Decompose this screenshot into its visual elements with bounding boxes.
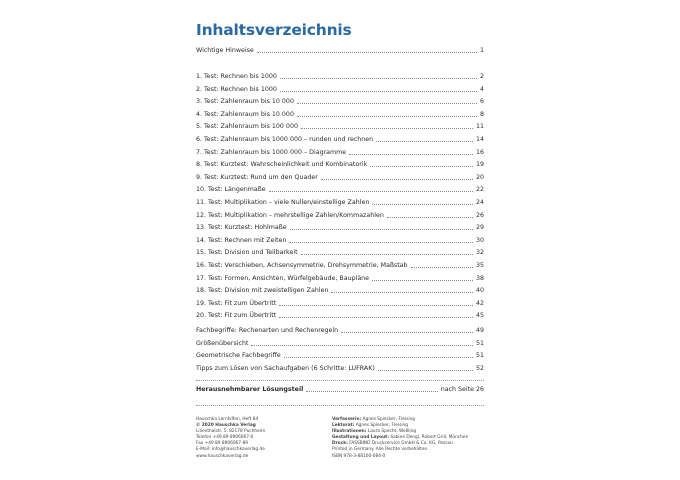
toc-entry-page: 45	[475, 312, 484, 320]
toc-leader	[301, 248, 473, 255]
toc-entry	[196, 148, 484, 158]
toc-entry	[196, 223, 484, 233]
toc-entry-page: 22	[475, 186, 484, 194]
imprint-value: FASSBIND Druckservice GmbH & Co. KG, Passau	[349, 441, 453, 447]
toc-leader	[279, 311, 473, 318]
imprint-line: Hauschka Lernhilfen, Heft 84	[196, 417, 259, 422]
toc-entry-page: 26	[475, 211, 484, 219]
toc-entry	[196, 236, 484, 246]
toc-leader	[279, 299, 473, 306]
imprint-line: E-Mail: info@hauschkaverlag.de	[196, 447, 265, 453]
toc-leader	[257, 46, 477, 53]
toc-entry	[196, 135, 484, 145]
toc-entry-label: 2. Test: Rechnen bis 1000	[196, 85, 277, 93]
imprint-line: Telefon +49 89 8906067-0	[196, 435, 254, 441]
imprint-value: Agnes Spiecker, Freising	[355, 423, 409, 429]
toc-entry	[196, 326, 484, 336]
imprint-value: ISBN 978-3-88100-084-0	[332, 453, 386, 459]
imprint-key: Gestaltung und Layout:	[332, 435, 389, 441]
toc-entry-label: 9. Test: Kurztest: Rund um den Quader	[196, 173, 318, 181]
toc-leader	[301, 122, 473, 129]
toc-entry	[196, 110, 484, 120]
divider	[196, 380, 484, 381]
toc-entry-page: 8	[479, 110, 484, 118]
toc-entry-label: 16. Test: Verschieben, Achsensymmetrie, Drehsymmetrie, Maßstab	[196, 262, 408, 269]
toc-entry	[196, 351, 484, 361]
toc-entry-label: 15. Test: Division und Teilbarkeit	[196, 249, 298, 257]
toc-entry	[196, 185, 484, 195]
toc-entry-label: 20. Test: Fit zum Übertritt	[196, 312, 277, 320]
toc-entry	[196, 72, 484, 82]
toc-entry-label: 3. Test: Zahlenraum bis 10 000	[196, 98, 294, 106]
toc-entry-intro	[196, 46, 484, 56]
toc-entry-page: 1	[479, 47, 484, 54]
imprint-value: Laura Specht, Weßling	[367, 429, 417, 435]
toc-entry-page: 42	[475, 299, 484, 307]
toc-entry	[196, 364, 484, 374]
toc-entry-label: Tipps zum Lösen von Sachaufgaben (6 Schritte: LUFRAK)	[196, 364, 375, 372]
toc-entry	[196, 85, 484, 95]
toc-leader	[297, 97, 477, 104]
toc-entry	[196, 286, 484, 296]
toc-entry-page: 49	[475, 327, 484, 334]
toc-entry-label: 4. Test: Zahlenraum bis 10 000	[196, 110, 294, 118]
toc-entry	[196, 311, 484, 321]
toc-leader	[372, 198, 473, 205]
toc-entry-label: 19. Test: Fit zum Übertritt	[196, 299, 277, 307]
toc-page	[196, 0, 484, 480]
divider	[196, 405, 484, 406]
toc-entry-label: 12. Test: Multiplikation – mehrstellige Zahlen/Kommazahlen	[196, 211, 384, 219]
imprint-key: Lektorat:	[332, 423, 355, 429]
toc-leader	[280, 85, 477, 92]
toc-entry-label: 5. Test: Zahlenraum bis 100 000	[196, 123, 298, 131]
toc-entry-page: 19	[475, 161, 484, 169]
toc-leader	[290, 223, 473, 230]
toc-entry-page: 2	[479, 73, 484, 80]
toc-entry-page: 32	[475, 249, 484, 257]
toc-leader	[411, 261, 473, 268]
imprint-key: Druck:	[332, 441, 348, 447]
toc-entry-label: 1. Test: Rechnen bis 1000	[196, 73, 277, 80]
toc-leader	[331, 286, 473, 293]
toc-entry-label: 17. Test: Formen, Ansichten, Würfelgebäude, Baupläne	[196, 274, 370, 282]
toc-entry-label: Fachbegriffe: Rechenarten und Rechenregeln	[196, 327, 339, 334]
toc-entry	[196, 173, 484, 183]
toc-entry-label: Wichtige Hinweise	[196, 47, 254, 54]
toc-entry-page: 51	[475, 339, 484, 347]
toc-entry	[196, 299, 484, 309]
imprint-line: Lilienthalstr. 5, 82178 Puchheim	[196, 429, 266, 435]
toc-entry	[196, 339, 484, 349]
toc-entry	[196, 274, 484, 284]
imprint-key: Illustrationen:	[332, 429, 367, 435]
toc-entry-label: Geometrische Fachbegriffe	[196, 352, 281, 360]
toc-entry-page: 38	[475, 274, 484, 282]
toc-entry-label: 18. Test: Division mit zweistelligen Zahlen	[196, 287, 329, 295]
toc-entry-page: 30	[475, 236, 484, 244]
toc-entry-page: 52	[475, 364, 484, 372]
page-title: Inhaltsverzeichnis	[196, 21, 352, 39]
toc-entry-page: 51	[475, 352, 484, 360]
toc-entry-page: 16	[475, 148, 484, 156]
imprint-credits	[332, 417, 468, 460]
toc-entry-label: Größenübersicht	[196, 339, 249, 347]
imprint-line: Fax +49 89 8906067-89	[196, 441, 249, 447]
toc-leader	[372, 274, 473, 281]
toc-leader	[321, 173, 473, 180]
toc-leader	[269, 185, 473, 192]
toc-entry-solutions	[196, 385, 484, 395]
toc-entry-page: 40	[475, 287, 484, 295]
toc-entry-label: 10. Test: Längenmaße	[196, 186, 266, 194]
toc-entry-page: 20	[475, 173, 484, 181]
toc-entry	[196, 211, 484, 221]
toc-entry-label: 8. Test: Kurztest: Wahrscheinlichkeit und Kombinatorik	[196, 161, 368, 169]
toc-leader	[370, 160, 473, 167]
imprint-key: Verfasserin:	[332, 417, 362, 422]
imprint-line	[332, 454, 468, 460]
toc-entry-label: 6. Test: Zahlenraum bis 1000 000 – runden und rechnen	[196, 136, 374, 143]
toc-leader	[341, 326, 473, 333]
toc-entry	[196, 160, 484, 170]
toc-entry	[196, 248, 484, 258]
toc-leader	[251, 339, 473, 346]
imprint-line: www.hauschkaverlag.de	[196, 453, 249, 459]
toc-leader	[376, 135, 473, 142]
toc-entry-page: 29	[475, 224, 484, 232]
toc-leader	[297, 110, 477, 117]
toc-entry-page: 4	[479, 85, 484, 93]
toc-entry	[196, 122, 484, 132]
toc-entry-page: 14	[475, 136, 484, 143]
toc-leader	[349, 148, 473, 155]
toc-entry-label: Herausnehmbarer Lösungsteil	[196, 386, 304, 393]
imprint-value: Agnes Spiecker, Freising	[362, 417, 415, 422]
toc-entry-label: 7. Test: Zahlenraum bis 1000 000 – Diagramme	[196, 148, 347, 156]
toc-leader	[306, 385, 437, 392]
toc-entry-page: 35	[475, 262, 484, 269]
toc-leader	[280, 72, 477, 79]
toc-entry-label: 11. Test: Multiplikation – viele Nullen/einstellige Zahlen	[196, 199, 370, 206]
toc-entry-page: 24	[475, 199, 484, 206]
toc-entry	[196, 198, 484, 208]
toc-entry	[196, 97, 484, 107]
toc-entry-page: 6	[479, 98, 484, 106]
toc-entry	[196, 261, 484, 271]
toc-entry-page: 11	[475, 123, 484, 131]
toc-leader	[378, 364, 473, 371]
toc-entry-label: 14. Test: Rechnen mit Zeiten	[196, 236, 287, 244]
toc-entry-page: nach Seite 26	[440, 386, 484, 393]
imprint-line: © 2020 Hauschka Verlag	[196, 423, 256, 429]
imprint-value: Printed in Germany. Alle Rechte vorbehalten.	[332, 447, 429, 453]
toc-leader	[387, 211, 473, 218]
toc-leader	[284, 351, 473, 358]
toc-leader	[289, 236, 473, 243]
imprint-value: Sabine Dengl, Robert Grill, München	[390, 435, 469, 441]
toc-entry-label: 13. Test: Kurztest: Hohlmaße	[196, 224, 287, 232]
imprint-publisher	[196, 417, 265, 460]
